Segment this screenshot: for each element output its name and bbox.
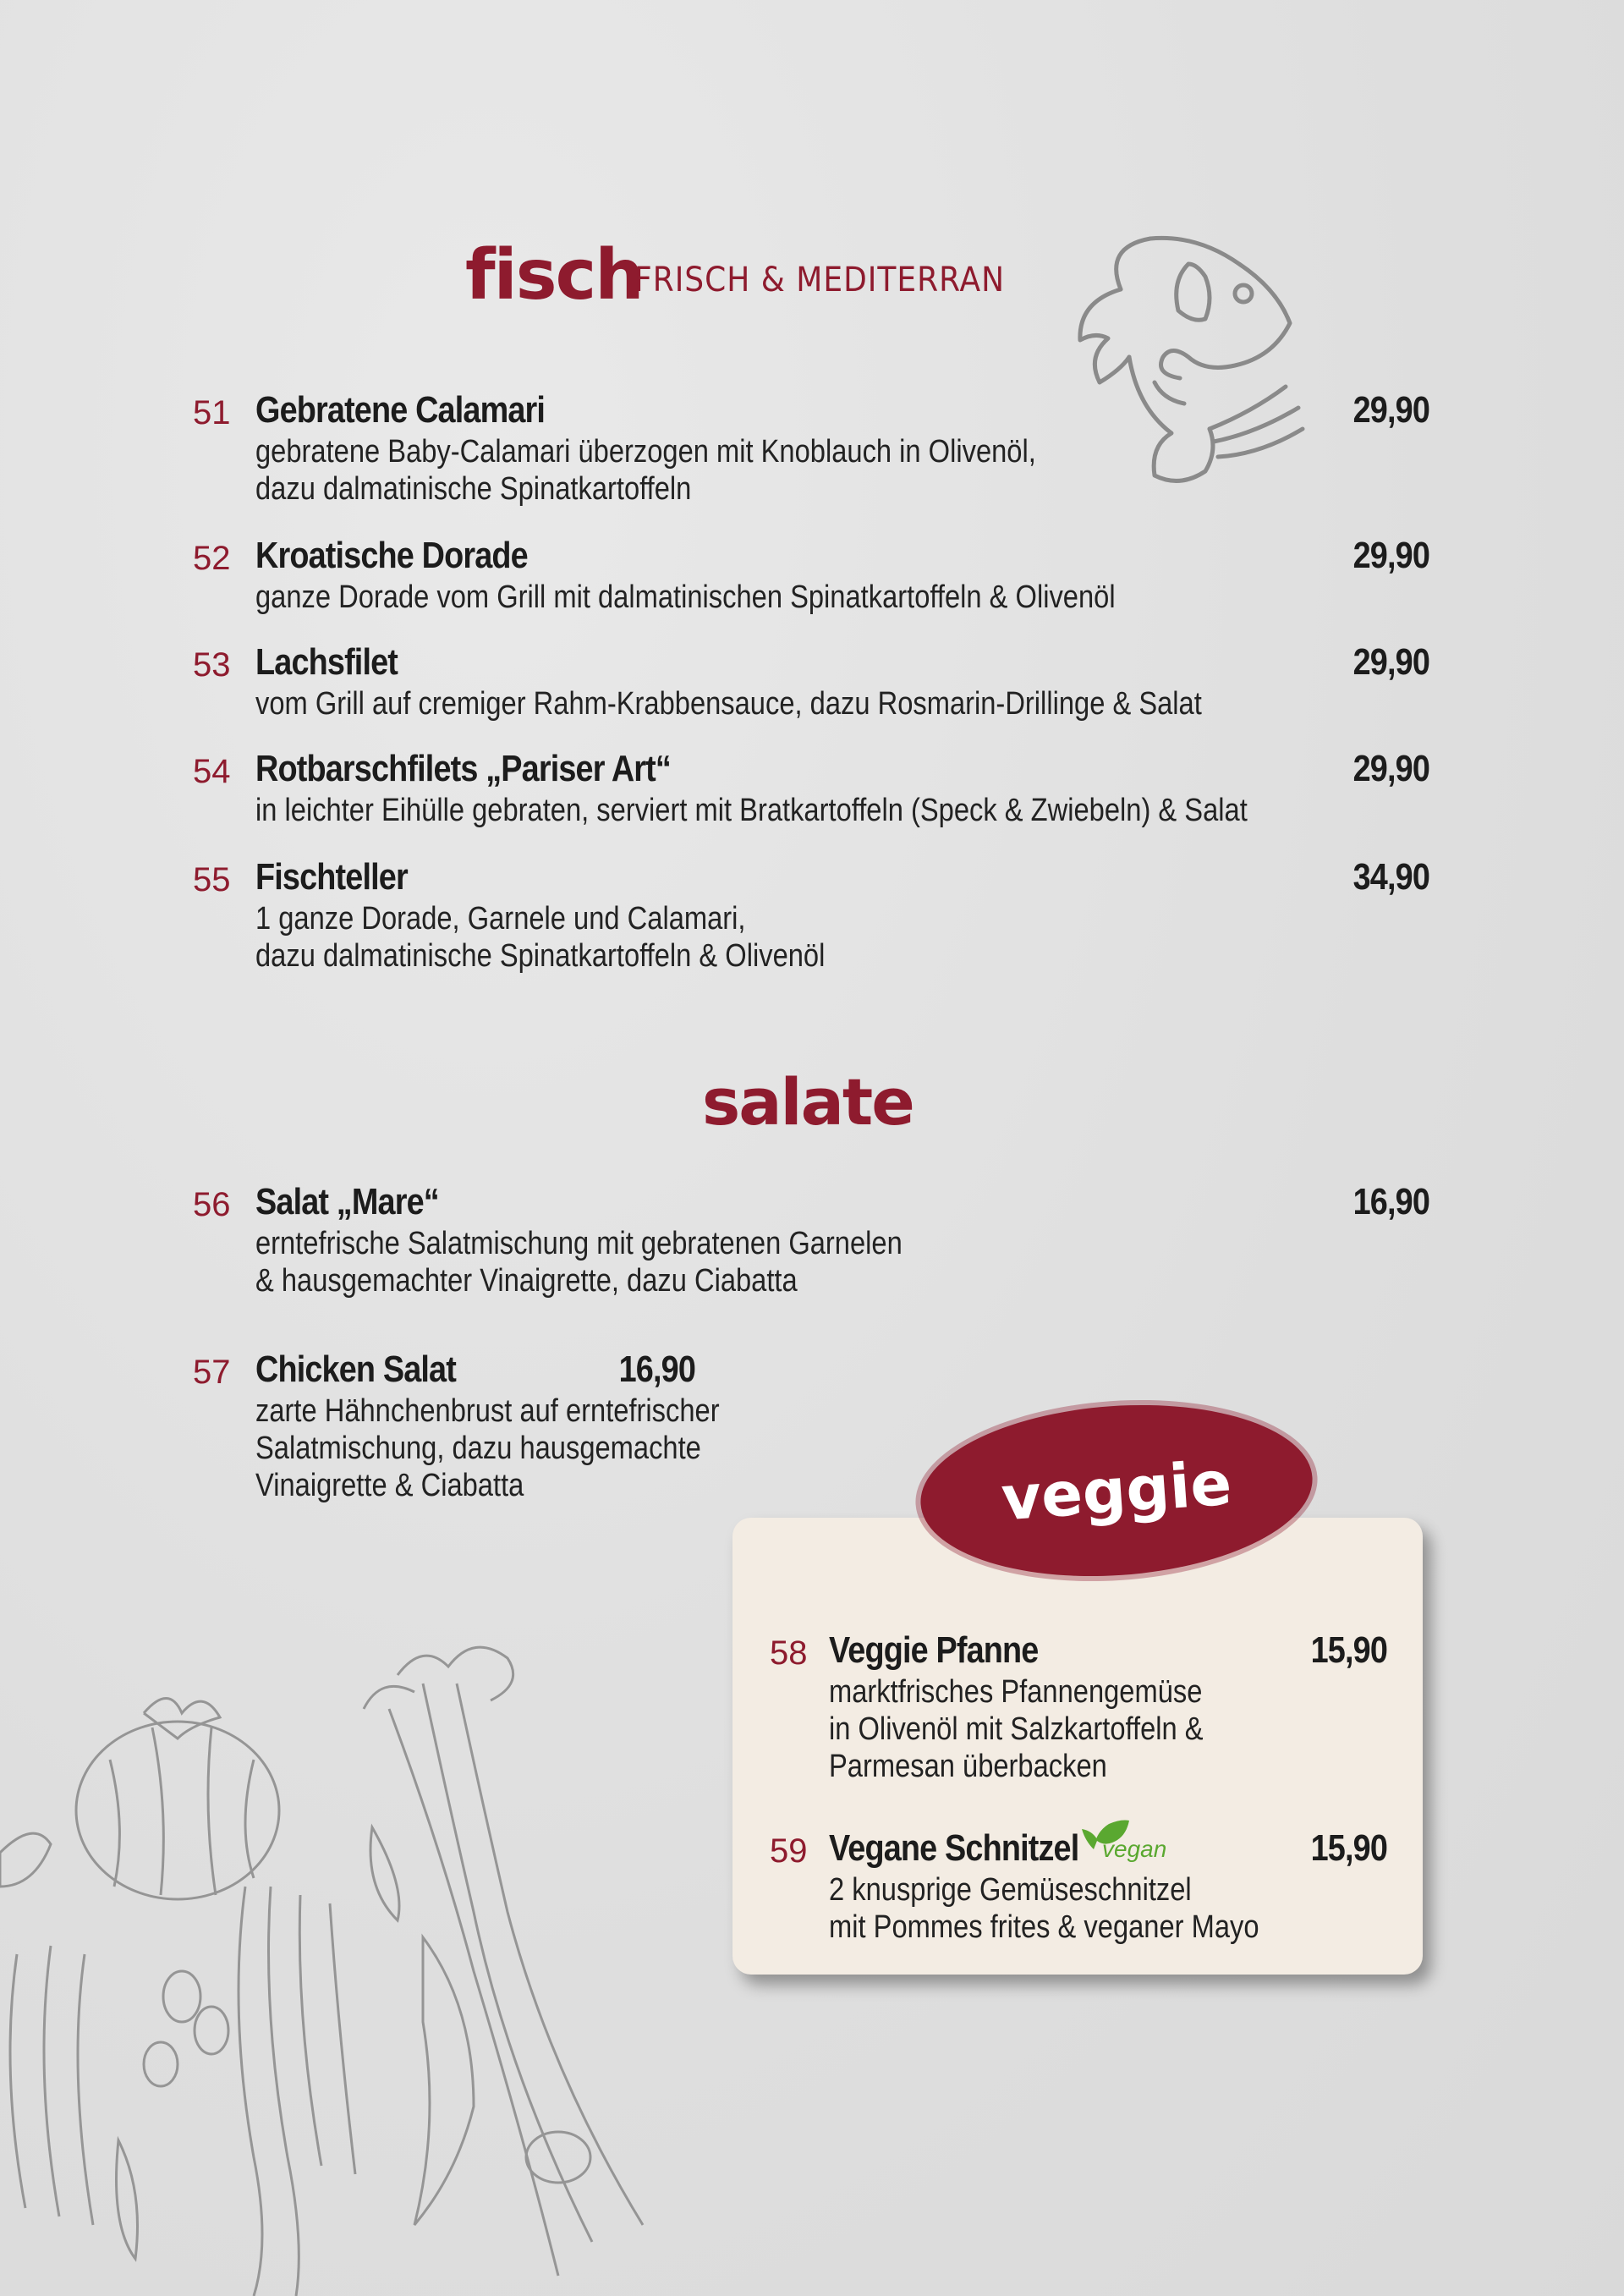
item-description: marktfrisches Pfannengemüse bbox=[829, 1674, 1203, 1710]
fisch-subtitle: FRISCH & MEDITERRAN bbox=[634, 261, 1006, 299]
item-number: 52 bbox=[193, 540, 231, 577]
item-name: Kroatische Dorade bbox=[255, 535, 528, 576]
item-description: Vinaigrette & Ciabatta bbox=[255, 1468, 524, 1503]
vegan-label: vegan bbox=[1102, 1836, 1167, 1862]
item-description: 2 knusprige Gemüseschnitzel bbox=[829, 1872, 1192, 1908]
fish-icon bbox=[1070, 230, 1315, 492]
item-price: 15,90 bbox=[1310, 1827, 1387, 1869]
item-number: 58 bbox=[770, 1634, 808, 1672]
veggie-badge bbox=[915, 1392, 1319, 1589]
item-price: 29,90 bbox=[1352, 641, 1429, 683]
item-number: 59 bbox=[770, 1832, 808, 1870]
item-price: 29,90 bbox=[1352, 389, 1429, 431]
item-description: dazu dalmatinische Spinatkartoffeln & Olivenöl bbox=[255, 938, 826, 974]
item-description: gebratene Baby-Calamari überzogen mit Knoblauch in Olivenöl, bbox=[255, 434, 1036, 470]
item-name: Gebratene Calamari bbox=[255, 389, 546, 431]
item-number: 55 bbox=[193, 861, 231, 898]
item-price: 34,90 bbox=[1352, 856, 1429, 898]
item-price: 16,90 bbox=[618, 1348, 695, 1390]
item-number: 51 bbox=[193, 394, 231, 431]
salate-title: salate bbox=[702, 1064, 914, 1140]
item-description: 1 ganze Dorade, Garnele und Calamari, bbox=[255, 901, 746, 937]
item-name: Salat „Mare“ bbox=[255, 1181, 439, 1222]
item-description: vom Grill auf cremiger Rahm-Krabbensauce, dazu Rosmarin-Drillinge & Salat bbox=[255, 686, 1202, 722]
item-price: 15,90 bbox=[1310, 1629, 1387, 1671]
item-description: dazu dalmatinische Spinatkartoffeln bbox=[255, 471, 692, 507]
item-description: erntefrische Salatmischung mit gebratenen Garnelen bbox=[255, 1226, 903, 1261]
item-description: Parmesan überbacken bbox=[829, 1749, 1107, 1784]
item-description: in Olivenöl mit Salzkartoffeln & bbox=[829, 1711, 1204, 1747]
item-number: 57 bbox=[193, 1354, 231, 1391]
item-description: in leichter Eihülle gebraten, serviert mit Bratkartoffeln (Speck & Zwiebeln) & Salat bbox=[255, 793, 1248, 828]
item-name: Chicken Salat bbox=[255, 1348, 456, 1390]
item-number: 53 bbox=[193, 646, 231, 684]
item-description: mit Pommes frites & veganer Mayo bbox=[829, 1909, 1259, 1945]
item-price: 29,90 bbox=[1352, 535, 1429, 576]
item-number: 54 bbox=[193, 753, 231, 790]
item-number: 56 bbox=[193, 1186, 231, 1223]
item-name: Fischteller bbox=[255, 856, 408, 898]
item-name: Rotbarschfilets „Pariser Art“ bbox=[255, 748, 671, 789]
item-name: Veggie Pfanne bbox=[829, 1629, 1039, 1671]
vegetables-illustration bbox=[0, 1633, 761, 2296]
veggie-title: veggie bbox=[999, 1447, 1234, 1535]
item-name: Lachsfilet bbox=[255, 641, 398, 683]
item-description: Salatmischung, dazu hausgemachte bbox=[255, 1431, 701, 1466]
fisch-title: fisch bbox=[465, 235, 643, 316]
item-description: & hausgemachter Vinaigrette, dazu Ciabatta bbox=[255, 1263, 798, 1299]
item-name: Vegane Schnitzel bbox=[829, 1827, 1079, 1869]
item-price: 16,90 bbox=[1352, 1181, 1429, 1222]
item-description: zarte Hähnchenbrust auf erntefrischer bbox=[255, 1393, 720, 1429]
item-price: 29,90 bbox=[1352, 748, 1429, 789]
item-description: ganze Dorade vom Grill mit dalmatinischen Spinatkartoffeln & Olivenöl bbox=[255, 579, 1116, 615]
